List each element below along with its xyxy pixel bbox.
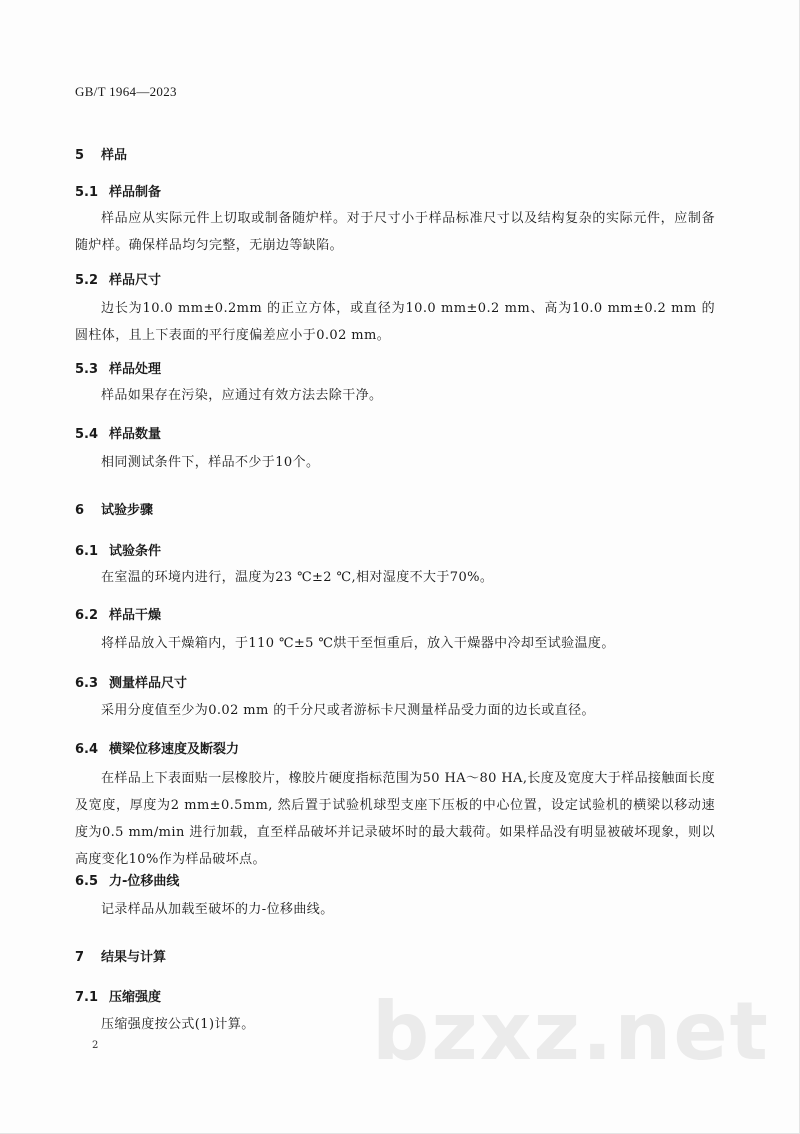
paragraph-5-1: 样品应从实际元件上切取或制备随炉样。对于尺寸小于样品标准尺寸以及结构复杂的实际元件，应制备随炉样。确保样品均匀完整，无崩边等缺陷。 — [75, 211, 715, 253]
section-heading-5-3 — [75, 358, 161, 377]
section-number: 5.2 — [75, 273, 99, 288]
section-heading-6-2 — [75, 604, 161, 623]
section-heading-7 — [75, 946, 166, 965]
section-title: 压缩强度 — [109, 990, 162, 1005]
section-heading-6-5 — [75, 870, 179, 889]
section-number: 7 — [75, 950, 85, 965]
paragraph-6-3: 采用分度值至少为0.02 mm 的千分尺或者游标卡尺测量样品受力面的边长或直径。 — [101, 703, 595, 718]
watermark: bzxz.net — [372, 985, 770, 1078]
section-title: 样品数量 — [109, 427, 162, 442]
section-title: 力-位移曲线 — [109, 874, 180, 889]
section-title: 试验步骤 — [101, 503, 154, 518]
section-title: 样品 — [101, 148, 128, 163]
section-number: 5.4 — [75, 427, 99, 442]
section-number: 5.3 — [75, 362, 99, 377]
paragraph-6-4: 在样品上下表面贴一层橡胶片，橡胶片硬度指标范围为50 HA～80 HA,长度及宽度大于样品接触面长度及宽度，厚度为2 mm±0.5mm, 然后置于试验机球型支座下压板的中心位置，设定试验机的横梁以移动速度为0.5 mm/min 进行加载，直至样品破坏并记录破坏时的最大载荷。如果样品没有明显被破坏现象，则以高度变化10%作为样品破坏点。 — [75, 771, 715, 867]
section-title: 横梁位移速度及断裂力 — [109, 742, 240, 757]
paragraph-6-5: 记录样品从加载至破坏的力-位移曲线。 — [101, 902, 334, 917]
section-number: 6.3 — [75, 676, 99, 691]
section-title: 样品尺寸 — [109, 273, 162, 288]
section-number: 5.1 — [75, 185, 99, 200]
paragraph-7-1: 压缩强度按公式(1)计算。 — [101, 1017, 255, 1032]
paragraph-5-4: 相同测试条件下，样品不少于10个。 — [101, 455, 320, 470]
section-number: 6.1 — [75, 544, 99, 559]
section-heading-6-3 — [75, 672, 187, 691]
section-number: 6.4 — [75, 742, 99, 757]
section-number: 6.2 — [75, 608, 99, 623]
section-heading-7-1 — [75, 986, 161, 1005]
section-title: 测量样品尺寸 — [109, 676, 188, 691]
paragraph-6-2: 将样品放入干燥箱内，于110 ℃±5 ℃烘干至恒重后，放入干燥器中冷却至试验温度。 — [101, 636, 615, 651]
section-heading-6 — [75, 499, 153, 518]
section-title: 结果与计算 — [101, 950, 167, 965]
standard-code: GB/T 1964—2023 — [75, 84, 177, 99]
section-heading-5-1 — [75, 181, 161, 200]
section-heading-6-1 — [75, 540, 161, 559]
section-heading-5-4 — [75, 423, 161, 442]
section-title: 样品干燥 — [109, 608, 162, 623]
section-number: 6 — [75, 503, 85, 518]
paragraph-5-2: 边长为10.0 mm±0.2mm 的正立方体，或直径为10.0 mm±0.2 mm、高为10.0 mm±0.2 mm 的圆柱体，且上下表面的平行度偏差应小于0.02 mm。 — [75, 301, 715, 343]
section-title: 样品制备 — [109, 185, 162, 200]
paragraph-5-3: 样品如果存在污染，应通过有效方法去除干净。 — [101, 388, 383, 403]
section-number: 6.5 — [75, 874, 99, 889]
page-number: 2 — [92, 1040, 99, 1051]
section-number: 5 — [75, 148, 85, 163]
section-number: 7.1 — [75, 990, 99, 1005]
section-title: 样品处理 — [109, 362, 162, 377]
section-heading-6-4 — [75, 738, 239, 757]
section-heading-5 — [75, 144, 127, 163]
section-title: 试验条件 — [109, 544, 162, 559]
section-heading-5-2 — [75, 269, 161, 288]
paragraph-6-1: 在室温的环境内进行，温度为23 ℃±2 ℃,相对湿度不大于70%。 — [101, 570, 494, 585]
